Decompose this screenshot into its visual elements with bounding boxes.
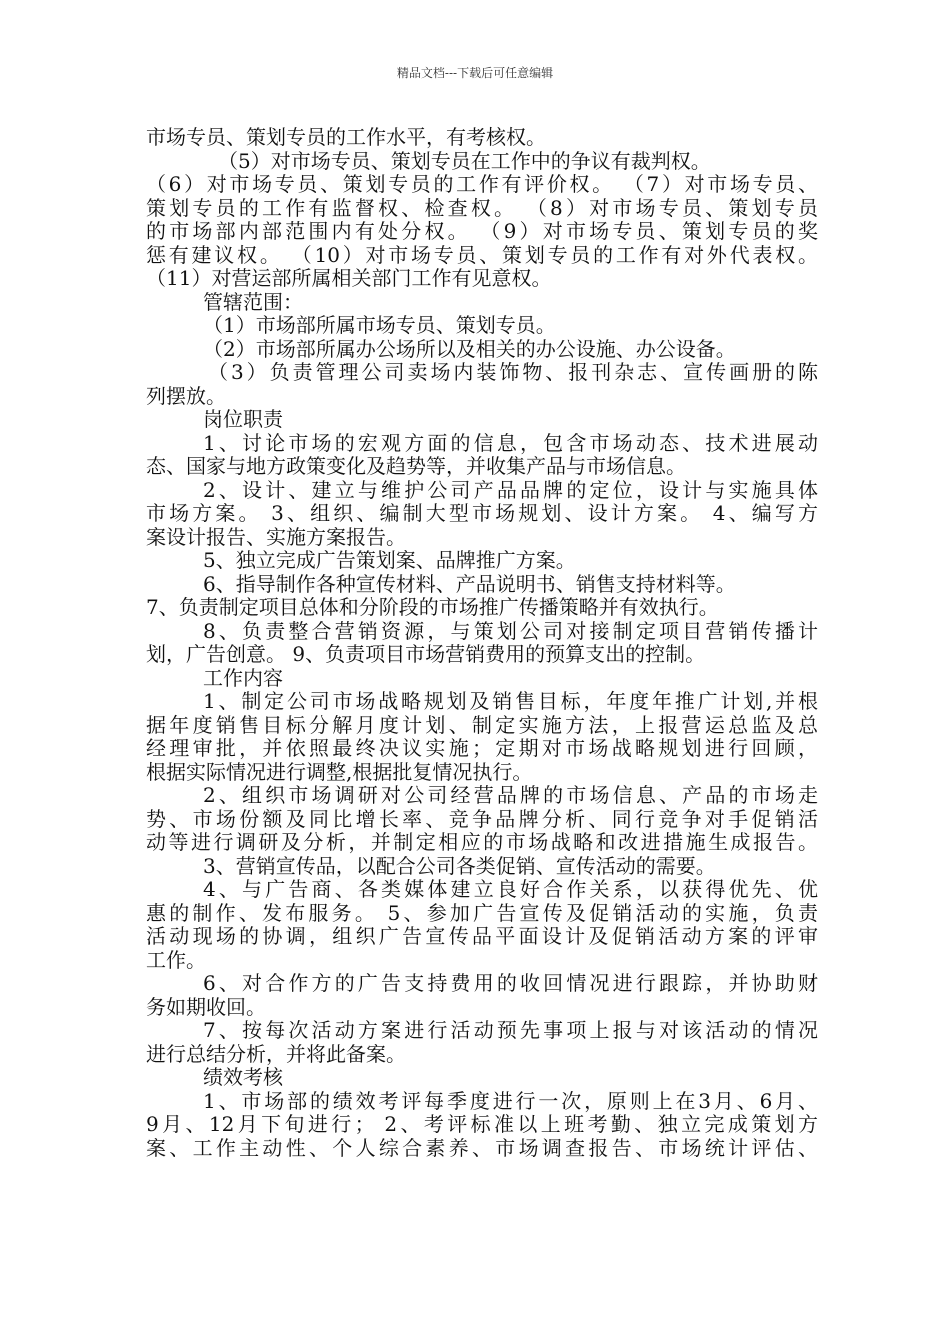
document-body [146,126,818,1160]
text-line: 根据实际情况进行调整,根据批复情况执行。 [146,759,533,784]
text-line: 6、对合作方的广告支持费用的收回情况进行跟踪，并协助财 [203,971,818,995]
text-line: 市场专员、策划专员的工作水平，有考核权。 [146,125,546,149]
text-line: 市场方案。 3、组织、编制大型市场规划、设计方案。 4、编写方 [146,501,818,525]
text-line: 据年度销售目标分解月度计划、制定实施方法，上报营运总监及总 [146,712,818,737]
text-line: 的市场部内部范围内有处分权。 （9）对市场专员、策划专员的奖 [146,219,818,243]
section-heading: 工作内容 [203,665,283,690]
text-line: 列摆放。 [146,383,226,408]
text-line: 8、负责整合营销资源，与策划公司对接制定项目营销传播计 [203,618,818,643]
text-line: 工作。 [146,947,206,972]
text-line: 1、制定公司市场战略规划及销售目标，年度年推广计划,并根 [203,689,818,713]
text-line: 7、按每次活动方案进行活动预先事项上报与对该活动的情况 [203,1018,818,1042]
text-line: 1、讨论市场的宏观方面的信息，包含市场动态、技术进展动 [203,430,818,455]
text-line: 经理审批，并依照最终决议实施；定期对市场战略规划进行回顾， [146,736,818,760]
text-line: 态、国家与地方政策变化及趋势等，并收集产品与市场信息。 [146,454,686,478]
text-line: （6）对市场专员、策划专员的工作有评价权。 （7）对市场专员、 [146,172,818,196]
text-line: 2、组织市场调研对公司经营品牌的市场信息、产品的市场走 [203,783,818,807]
text-line: 3、营销宣传品，以配合公司各类促销、宣传活动的需要。 [203,853,716,878]
page-header: 精品文档---下载后可任意编辑 [396,66,554,80]
text-line: 势、市场份额及同比增长率、竞争品牌分析、同行竞争对手促销活 [146,806,818,831]
text-line: 案、工作主动性、个人综合素养、市场调查报告、市场统计评估、 [146,1135,818,1160]
text-line: 进行总结分析，并将此备案。 [146,1041,406,1066]
section-heading: 岗位职责 [203,407,283,431]
section-heading: 管辖范围： [203,289,303,314]
text-line: 划，广告创意。 9、负责项目市场营销费用的预算支出的控制。 [146,642,706,666]
text-line: （5）对市场专员、策划专员在工作中的争议有裁判权。 [218,148,711,173]
text-line: 6、指导制作各种宣传材料、产品说明书、销售支持材料等。 [203,571,736,596]
text-line: 4、与广告商、各类媒体建立良好合作关系，以获得优先、优 [203,877,818,901]
text-line: 2、设计、建立与维护公司产品品牌的定位，设计与实施具体 [203,477,818,502]
text-line: 惩有建议权。 （10）对市场专员、策划专员的工作有对外代表权。 [146,242,818,267]
text-line: 7、负责制定项目总体和分阶段的市场推广传播策略并有效执行。 [146,595,719,619]
text-line: 5、独立完成广告策划案、品牌推广方案。 [203,548,576,572]
text-line: 动等进行调研及分析，并制定相应的市场战略和改进措施生成报告。 [146,830,818,854]
text-line: 案设计报告、实施方案报告。 [146,524,406,549]
text-line: （1）市场部所属市场专员、策划专员。 [203,313,556,337]
text-line: 活动现场的协调，组织广告宣传品平面设计及促销活动方案的评审 [146,924,818,948]
text-line: 惠的制作、发布服务。 5、参加广告宣传及促销活动的实施，负责 [146,900,818,925]
text-line: （11）对营运部所属相关部门工作有见意权。 [146,266,552,290]
text-line: 策划专员的工作有监督权、检查权。 （8）对市场专员、策划专员 [146,195,818,220]
text-line: 1、市场部的绩效考评每季度进行一次，原则上在3月、6月、 [203,1088,818,1113]
text-line: （3）负责管理公司卖场内装饰物、报刊杂志、宣传画册的陈 [208,360,818,384]
text-line: 9月、12月下旬进行； 2、考评标准以上班考勤、独立完成策划方 [146,1112,818,1136]
text-line: （2）市场部所属办公场所以及相关的办公设施、办公设备。 [203,336,736,361]
section-heading: 绩效考核 [203,1065,283,1089]
text-line: 务如期收回。 [146,994,266,1019]
